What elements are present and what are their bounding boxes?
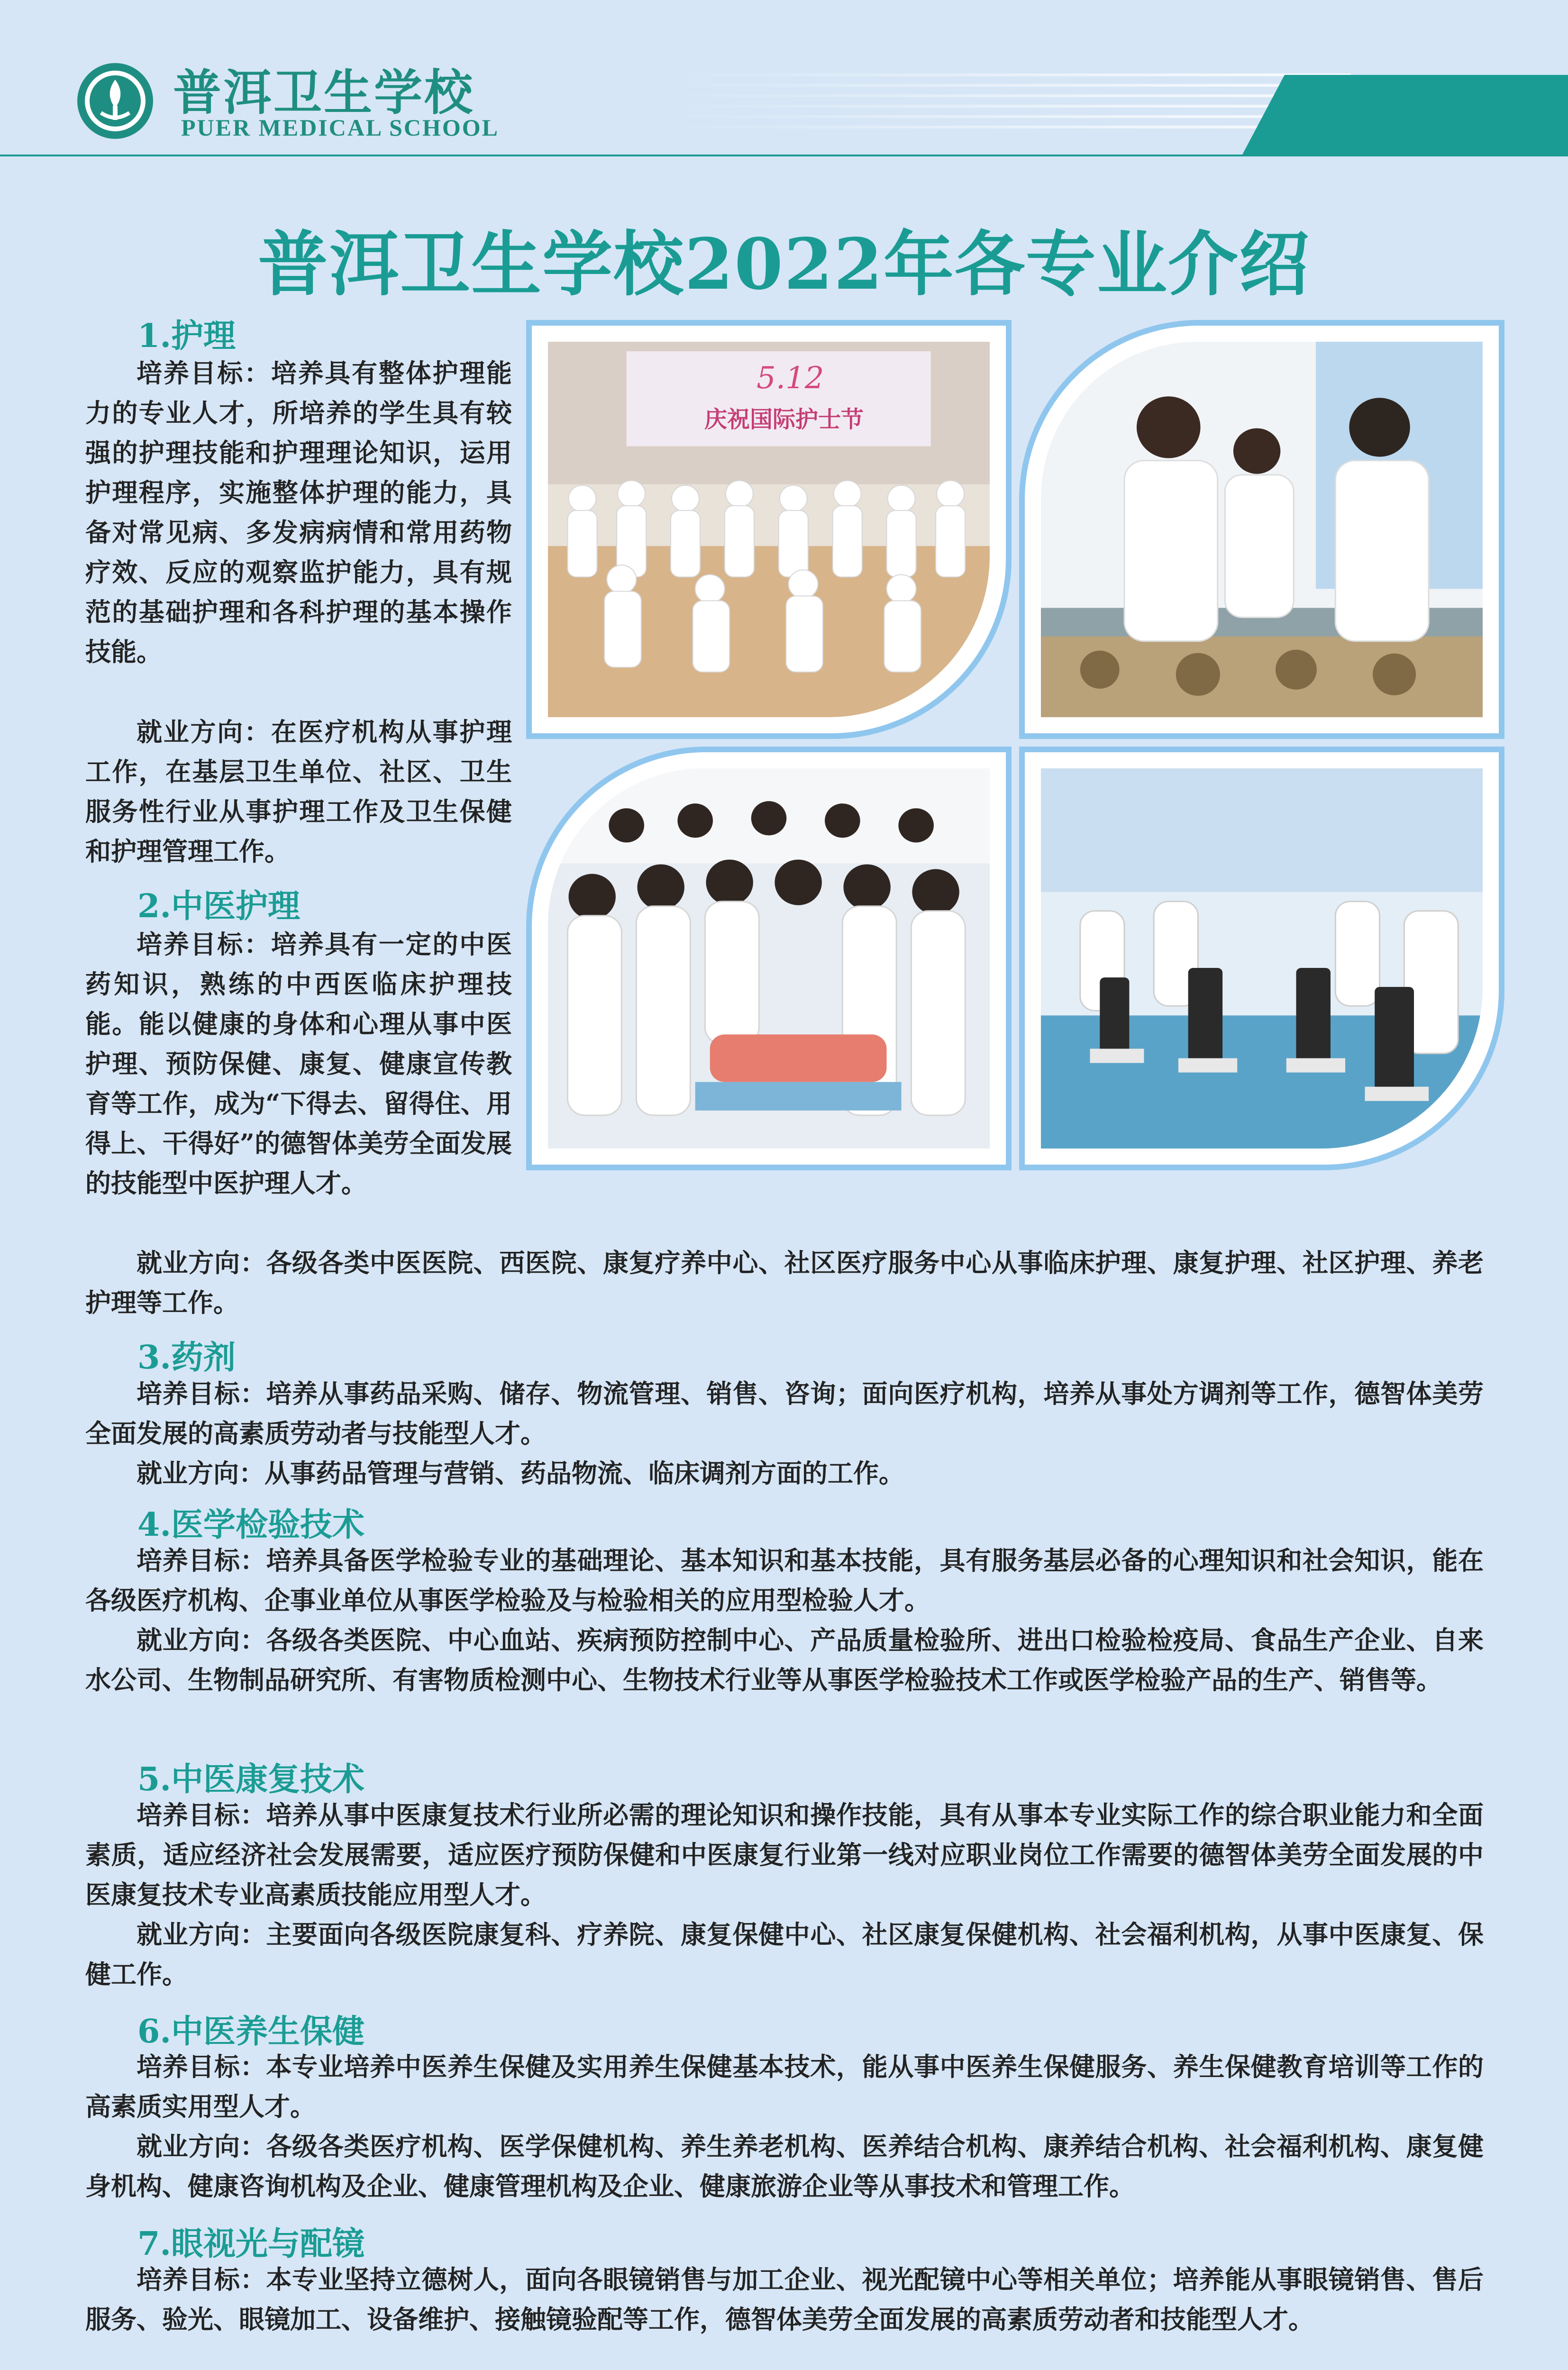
major-title-7: 7.眼视光与配镜 — [137, 2225, 365, 2263]
nurses-ceremony-image — [548, 342, 990, 717]
major-goal-2: 培养目标：培养具有一定的中医药知识，熟练的中西医临床护理技能。能以健康的身体和心理从事中医护理、预防保健、康复、健康宣传教育等工作，成为“下得去、留得住、用得上、干得好”的德智体美劳全面发展的技能型中医护理人才。 — [85, 929, 512, 1198]
school-name-cn: 普洱卫生学校 — [173, 64, 474, 121]
photo-collage — [526, 320, 1493, 1159]
major-goal-3: 培养目标：培养从事药品采购、储存、物流管理、销售、咨询；面向医疗机构，培养从事处方调剂等工作，德智体美劳全面发展的高素质劳动者与技能型人才。 — [85, 1378, 1484, 1449]
banner-text: 庆祝国际护士节 — [704, 406, 864, 433]
header-divider — [0, 155, 1568, 156]
major-job-1: 就业方向：在医疗机构从事护理工作，在基层卫生单位、社区、卫生服务性行业从事护理工作及卫生保健和护理管理工作。 — [85, 717, 512, 866]
major-title-4: 4.医学检验技术 — [137, 1506, 365, 1544]
major-goal-5: 培养目标：培养从事中医康复技术行业所必需的理论知识和操作技能，具有从事本专业实际工作的综合职业能力和全面素质，适应经济社会发展需要，适应医疗预防保健和中医康复行业第一线对应职业岗位工作需要的德智体美劳全面发展的中医康复技术专业高素质技能应用型人才。 — [85, 1800, 1484, 1910]
major-job-2: 就业方向：各级各类中医医院、西医院、康复疗养中心、社区医疗服务中心从事临床护理、康复护理、社区护理、养老护理等工作。 — [85, 1248, 1484, 1318]
major-title-5: 5.中医康复技术 — [137, 1760, 365, 1798]
school-seal-icon — [75, 61, 155, 141]
microscope-lab-image — [1041, 768, 1483, 1149]
major-title-2: 2.中医护理 — [137, 887, 300, 925]
photo-herb-lab — [1019, 320, 1504, 739]
major-job-4: 就业方向：各级各类医院、中心血站、疾病预防控制中心、产品质量检验所、进出口检验检疫局、食品生产企业、自来水公司、生物制品研究所、有害物质检测中心、生物技术行业等从事医学检验技术工作或医学检验产品的生产、销售等。 — [85, 1625, 1484, 1695]
page-title: 普洱卫生学校2022年各专业介绍 — [258, 223, 1310, 305]
banner-date: 5.12 — [757, 361, 824, 396]
header-accent-band — [1242, 75, 1568, 155]
major-goal-4: 培养目标：培养具备医学检验专业的基础理论、基本知识和基本技能，具有服务基层必备的心理知识和社会知识，能在各级医疗机构、企事业单位从事医学检验及与检验相关的应用型检验人才。 — [85, 1545, 1484, 1615]
photo-nurses-day — [526, 320, 1012, 739]
major-job-5: 就业方向：主要面向各级医院康复科、疗养院、康复保健中心、社区康复保健机构、社会福利机构，从事中医康复、保健工作。 — [85, 1919, 1484, 1989]
nursing-training-image — [548, 768, 990, 1149]
herb-identification-image — [1041, 342, 1483, 717]
major-title-6: 6.中医养生保健 — [137, 2013, 365, 2051]
school-name-en: PUER MEDICAL SCHOOL — [181, 114, 499, 141]
major-goal-1: 培养目标：培养具有整体护理能力的专业人才，所培养的学生具有较强的护理技能和护理理论知识，运用护理程序，实施整体护理的能力，具备对常见病、多发病病情和常用药物疗效、反应的观察监护能力，具有规范的基础护理和各科护理的基本操作技能。 — [85, 358, 512, 667]
major-title-3: 3.药剂 — [137, 1339, 236, 1376]
major-job-3: 就业方向：从事药品管理与营销、药品物流、临床调剂方面的工作。 — [137, 1458, 904, 1488]
major-job-6: 就业方向：各级各类医疗机构、医学保健机构、养生养老机构、医养结合机构、康养结合机构、社会福利机构、康复健身机构、健康咨询机构及企业、健康管理机构及企业、健康旅游企业等从事技术和管理工作。 — [85, 2131, 1484, 2201]
major-goal-7: 培养目标：本专业坚持立德树人，面向各眼镜销售与加工企业、视光配镜中心等相关单位；培养能从事眼镜销售、售后服务、验光、眼镜加工、设备维护、接触镜验配等工作，德智体美劳全面发展的高素质劳动者和技能型人才。 — [85, 2264, 1484, 2334]
major-title-1: 1.护理 — [137, 317, 236, 355]
photo-microscope-lab — [1019, 747, 1504, 1170]
header-stripes — [664, 73, 1351, 135]
photo-nursing-practice — [526, 747, 1012, 1170]
major-goal-6: 培养目标：本专业培养中医养生保健及实用养生保健基本技术，能从事中医养生保健服务、养生保健教育培训等工作的高素质实用型人才。 — [85, 2051, 1484, 2122]
page-header — [0, 0, 1568, 156]
